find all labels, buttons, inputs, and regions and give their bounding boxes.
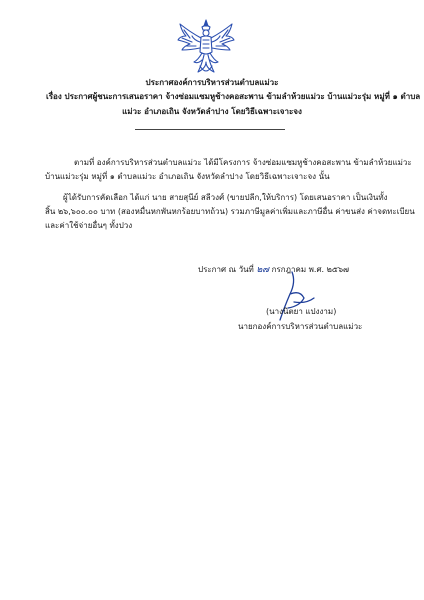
paragraph-2-line-3: และค่าใช้จ่ายอื่นๆ ทั้งปวง [45, 221, 133, 230]
signer-position: นายกองค์การบริหารส่วนตำบลแม่วะ [238, 322, 363, 331]
paragraph-2-line-1: ผู้ได้รับการคัดเลือก ได้แก่ นาย สายสุนีย์ สลีวงศ์ (ขายปลีก,ให้บริการ) โดยเสนอราคา เป็นเงินทั้ง [63, 193, 388, 202]
date-month-year: กรกฎาคม พ.ศ. ๒๕๖๗ [271, 265, 350, 274]
paragraph-2-line-2: สิ้น ๒๖,๖๐๐.๐๐ บาท (สองหมื่นหกพันหกร้อยบาทถ้วน) รวมภาษีมูลค่าเพิ่มและภาษีอื่น ค่าขนส่ง ค่าจดทะเบียน [45, 207, 415, 216]
subject-line-1: เรื่อง ประกาศผู้ชนะการเสนอราคา จ้างซ่อมแซมหูช้างคอสะพาน ข้ามลำห้วยแม่วะ บ้านแม่วะรุ่ม หมู่ที่ ๑ ตำบล [46, 92, 421, 101]
subject-line-2: แม่วะ อำเภอเถิน จังหวัดลำปาง โดยวิธีเฉพาะเจาะจง [122, 107, 302, 116]
garuda-emblem-icon [176, 18, 236, 76]
title-divider [135, 129, 285, 130]
date-day: ๒๗ [256, 265, 270, 275]
date-prefix: ประกาศ ณ วันที่ [198, 265, 254, 274]
document-title: ประกาศองค์การบริหารส่วนตำบลแม่วะ [145, 78, 279, 87]
paragraph-1-line-1: ตามที่ องค์การบริหารส่วนตำบลแม่วะ ได้มีโครงการ จ้างซ่อมแซมหูช้างคอสะพาน ข้ามลำห้วยแม่วะ [74, 158, 412, 167]
paragraph-1-line-2: บ้านแม่วะรุ่ม หมู่ที่ ๑ ตำบลแม่วะ อำเภอเถิน จังหวัดลำปาง โดยวิธีเฉพาะเจาะจง นั้น [45, 172, 330, 181]
signer-name: (นางนิตยา แปงงาม) [266, 307, 337, 316]
